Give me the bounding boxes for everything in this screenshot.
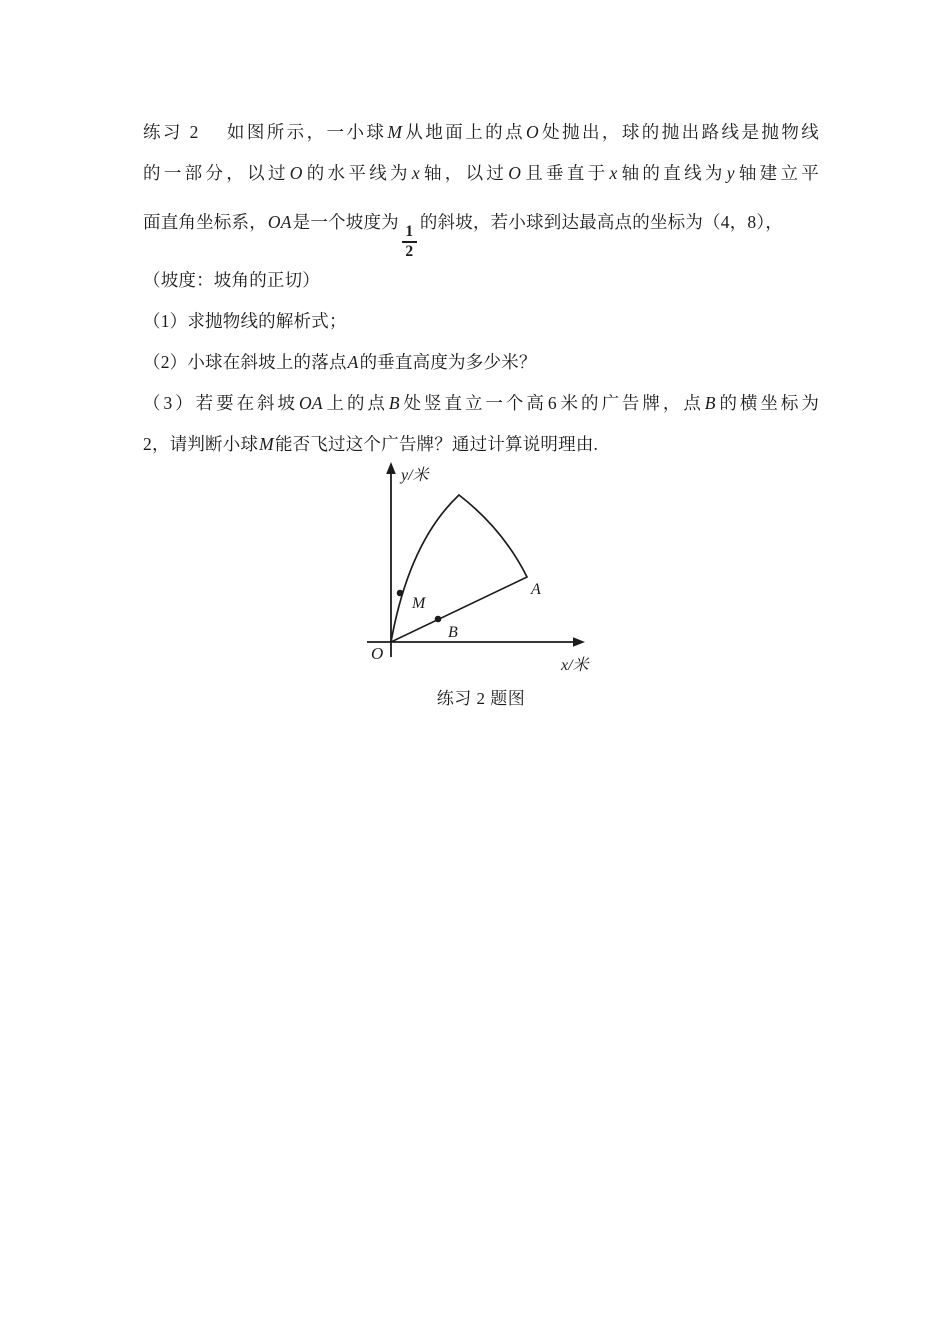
question-3-text-f: 2，请判断小球 xyxy=(143,434,259,455)
question-3-text-g: 能否飞过这个广告牌？通过计算说明理由. xyxy=(274,434,599,455)
point-M-label: M xyxy=(412,595,426,612)
statement-line-2 xyxy=(143,153,819,194)
slope-definition-note: （坡度：坡角的正切） xyxy=(143,270,320,291)
y-axis-arrowhead xyxy=(386,462,396,474)
question-3-text-b: 上的点 xyxy=(323,393,388,414)
question-3-line-1 xyxy=(143,383,819,424)
variable-O: O xyxy=(526,122,539,142)
statement-text-2c: 轴，以过 xyxy=(420,163,508,183)
point-B-label: B xyxy=(448,624,458,641)
question-3-text-d: 米的广告牌，点 xyxy=(557,393,704,414)
statement-text-2d: 且垂直于 xyxy=(522,163,609,183)
question-2 xyxy=(143,342,819,383)
statement-text-2b: 的水平线为 xyxy=(303,163,411,183)
statement-text-2a: 的一部分，以过 xyxy=(143,163,289,183)
billboard-height-value: 6 xyxy=(547,393,557,414)
variable-OA: OA xyxy=(267,212,292,232)
origin-label: O xyxy=(371,644,384,663)
variable-M: M xyxy=(387,122,403,142)
variable-A: A xyxy=(347,352,359,373)
question-2-text-b: 的垂直高度为多少米？ xyxy=(359,352,537,373)
fraction-numerator: 1 xyxy=(405,223,414,241)
statement-line-1 xyxy=(143,112,819,153)
variable-x-2: x xyxy=(609,163,618,183)
statement-text-1c: 处抛出，球的抛出路线是抛物线 xyxy=(539,122,819,142)
statement-line-3 xyxy=(143,194,819,260)
variable-B: B xyxy=(388,393,400,414)
coordinate-diagram xyxy=(331,457,631,682)
y-axis-label: y/米 xyxy=(401,467,429,484)
question-1-text: 求抛物线的解析式； xyxy=(187,311,347,332)
question-3 xyxy=(143,383,819,465)
fraction-denominator: 2 xyxy=(405,242,414,260)
question-2-text-a: 小球在斜坡上的落点 xyxy=(187,352,347,373)
x-axis-label: x/米 xyxy=(561,657,589,674)
statement-text-3b: 是一个坡度为 xyxy=(292,212,399,232)
question-3-text-e: 的横坐标为 xyxy=(716,393,820,414)
question-2-number: （2） xyxy=(143,352,188,373)
question-1 xyxy=(143,301,819,342)
exercise-label: 练习 2 xyxy=(143,122,199,142)
point-B-marker xyxy=(435,616,442,623)
variable-O-3: O xyxy=(508,163,522,183)
parabola-trajectory xyxy=(391,495,527,642)
statement-text-2e: 轴的直线为 xyxy=(618,163,726,183)
statement-text-2f: 轴建立平 xyxy=(735,163,819,183)
variable-OA-2: OA xyxy=(298,393,323,414)
slope-fraction xyxy=(402,224,417,260)
statement-text-1b: 从地面上的点 xyxy=(403,122,526,142)
question-3-text-a: 若要在斜坡 xyxy=(195,393,298,414)
figure-caption: 练习 2 题图 xyxy=(436,689,526,708)
variable-O-2: O xyxy=(289,163,303,183)
figure-block xyxy=(143,457,819,709)
question-1-number: （1） xyxy=(143,311,188,332)
point-A-label: A xyxy=(531,581,541,598)
x-axis-arrowhead xyxy=(573,637,585,647)
statement-text-3c: 的斜坡，若小球到达最高点的坐标为（4，8）， xyxy=(419,212,783,232)
variable-y: y xyxy=(726,163,735,183)
point-M-marker xyxy=(397,590,404,597)
variable-M-2: M xyxy=(259,434,274,455)
variable-x: x xyxy=(411,163,420,183)
variable-B-2: B xyxy=(704,393,716,414)
statement-text-3a: 面直角坐标系， xyxy=(143,212,267,232)
question-3-number: （3） xyxy=(143,393,196,414)
statement-text-1a: 如图所示，一小球 xyxy=(224,122,387,142)
question-3-text-c: 处竖直立一个高 xyxy=(400,393,547,414)
exercise-content xyxy=(143,112,820,708)
problem-statement xyxy=(143,112,819,260)
